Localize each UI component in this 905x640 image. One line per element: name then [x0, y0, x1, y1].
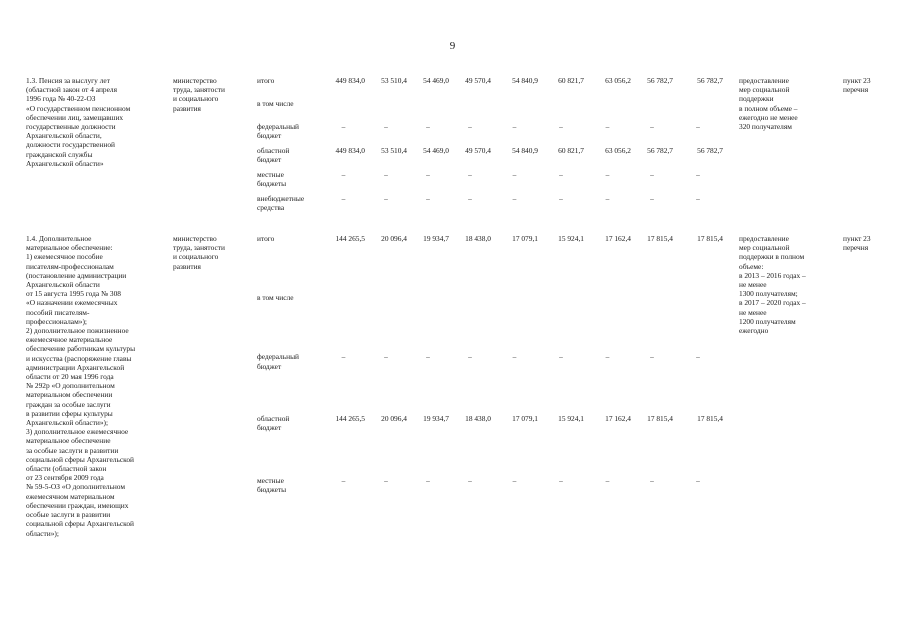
- amount-cell: –: [696, 194, 700, 203]
- expected-result-line: мер социальной: [739, 243, 790, 253]
- program-name-line: Архангельской области»);: [26, 418, 109, 428]
- program-name-line: области (областной закон: [26, 464, 107, 474]
- funding-source: [257, 76, 322, 99]
- amount-cell: –: [384, 122, 388, 131]
- reference-line: пункт 23: [843, 76, 871, 85]
- program-name-line: № 59-5-ОЗ «О дополнительном: [26, 482, 126, 492]
- funding-source: [257, 99, 322, 122]
- amount-cell: –: [650, 170, 654, 179]
- amount-cell: –: [559, 122, 563, 131]
- amount-cell: 60 821,7: [558, 146, 584, 155]
- program-name-line: должности государственной: [26, 140, 115, 150]
- amount-cell: –: [426, 170, 430, 179]
- funding-source-line: федеральный: [257, 352, 299, 362]
- funding-source-line: областной: [257, 146, 290, 155]
- amount-cell: –: [468, 122, 472, 131]
- expected-result-line: в 2017 – 2020 годах –: [739, 298, 806, 308]
- program-name-line: граждан за особые заслуги: [26, 399, 111, 409]
- amount-cell: 56 782,7: [697, 146, 723, 155]
- reference-line: перечня: [843, 85, 869, 95]
- amount-cell: 49 570,4: [465, 146, 491, 155]
- amount-cell: –: [512, 122, 517, 131]
- amount-cell: 18 438,0: [465, 234, 491, 243]
- amount-cell: [491, 293, 538, 352]
- amount-cell: 19 934,7: [423, 234, 449, 243]
- funding-source: [257, 234, 322, 293]
- program-name-line: от 23 сентября 2009 года: [26, 473, 104, 483]
- funding-source: [257, 146, 322, 170]
- amount-cell: –: [650, 194, 654, 203]
- amount-cell: 17 162,4: [605, 234, 631, 243]
- amount-cell: [407, 99, 449, 122]
- funding-source-line: бюджет: [257, 361, 282, 371]
- program-name-line: государственные должности: [26, 122, 116, 132]
- executor-line: и социального: [173, 94, 219, 104]
- program-name-line: 1.4. Дополнительное: [26, 234, 92, 243]
- executor-line: и социального: [173, 252, 219, 262]
- program-name-line: обеспечение работникам культуры: [26, 344, 136, 354]
- executor: [173, 234, 257, 538]
- page-number: 9: [449, 40, 456, 52]
- executor-line: труда, занятости: [173, 85, 225, 95]
- program-name-line: 1996 года № 40-22-ОЗ: [26, 94, 96, 104]
- program-name-line: Архангельской области»: [26, 158, 104, 168]
- amount-cell: [365, 293, 407, 352]
- program-name-line: 2) дополнительное пожизненное: [26, 326, 129, 336]
- expected-result-line: 1200 получателям: [739, 316, 796, 326]
- amount-cell: 17 815,4: [647, 414, 673, 424]
- program-name-line: социальной сферы Архангельской: [26, 454, 134, 464]
- program-name: [26, 76, 173, 218]
- amount-cell: 15 924,1: [558, 414, 584, 424]
- funding-source-line: местные: [257, 475, 284, 485]
- amount-cell: [538, 293, 584, 352]
- funding-source-line: бюджет: [257, 155, 282, 165]
- amount-cell: –: [384, 352, 388, 362]
- reference: [831, 76, 883, 218]
- program-name-line: 1) ежемесячное пособие: [26, 252, 103, 262]
- amount-cell: 17 815,4: [647, 234, 673, 243]
- amount-cell: –: [384, 194, 388, 203]
- program-name-line: Архангельской области: [26, 280, 100, 290]
- funding-source-line: итого: [257, 76, 275, 85]
- funding-source: [257, 170, 322, 194]
- program-name-line: социальной сферы Архангельской: [26, 519, 134, 529]
- amount-cell: –: [341, 194, 346, 203]
- amount-cell: –: [384, 475, 388, 485]
- amount-cell: [538, 99, 584, 122]
- program-name-line: особые заслуги в развитии: [26, 510, 111, 520]
- program-name-line: от 15 августа 1995 года № 308: [26, 289, 121, 299]
- program-name-line: профессионалам»);: [26, 316, 87, 326]
- expected-result-line: мер социальной: [739, 85, 790, 95]
- program-name-line: 3) дополнительное ежемесячное: [26, 427, 129, 437]
- executor-line: министерство: [173, 234, 217, 243]
- amount-cell: –: [426, 122, 430, 131]
- expected-result-line: 320 получателям: [739, 122, 792, 132]
- amount-cell: –: [696, 352, 700, 362]
- funding-source: [257, 194, 322, 218]
- amount-cell: –: [605, 122, 610, 131]
- amount-cell: –: [512, 170, 517, 179]
- amount-cell: –: [468, 352, 472, 362]
- funding-source-line: итого: [257, 234, 275, 243]
- amount-cell: [584, 293, 631, 352]
- amount-cell: –: [650, 475, 654, 485]
- funding-source-line: местные: [257, 170, 284, 179]
- amount-cell: –: [384, 170, 388, 179]
- program-row: [26, 76, 883, 99]
- program-name-line: ежемесячное материальное: [26, 335, 113, 345]
- program-name-line: обеспечении граждан, имеющих: [26, 500, 129, 510]
- amount-cell: –: [341, 475, 346, 485]
- amount-cell: 56 782,7: [697, 76, 723, 85]
- spacer-cell: [26, 218, 883, 234]
- amount-cell: –: [468, 194, 472, 203]
- amount-cell: [322, 99, 365, 122]
- amount-cell: –: [650, 122, 654, 131]
- amount-cell: 56 782,7: [647, 146, 673, 155]
- funding-source-line: областной: [257, 414, 290, 424]
- program-name: [26, 234, 173, 538]
- amount-cell: [631, 293, 673, 352]
- expected-result-line: в 2013 – 2016 годах –: [739, 270, 806, 280]
- program-name-line: администрации Архангельской: [26, 362, 125, 372]
- amount-cell: 53 510,4: [381, 76, 407, 85]
- amount-cell: –: [341, 122, 346, 131]
- funding-source-line: бюджет: [257, 423, 282, 433]
- amount-cell: [365, 99, 407, 122]
- expected-result-line: поддержки в полном: [739, 252, 805, 262]
- program-name-line: материальное обеспечение: [26, 436, 111, 446]
- amount-cell: –: [512, 194, 517, 203]
- program-name-line: (постановление администрации: [26, 270, 127, 280]
- executor: [173, 76, 257, 218]
- amount-cell: 56 782,7: [647, 76, 673, 85]
- funding-source: [257, 414, 322, 476]
- amount-cell: –: [559, 170, 563, 179]
- program-name-line: «О государственном пенсионном: [26, 103, 131, 113]
- amount-cell: 20 096,4: [381, 234, 407, 243]
- amount-cell: 19 934,7: [423, 414, 449, 424]
- amount-cell: [449, 99, 491, 122]
- program-name-line: области от 20 мая 1996 года: [26, 372, 114, 382]
- amount-cell: 63 056,2: [605, 76, 631, 85]
- program-name-line: 1.3. Пенсия за выслугу лет: [26, 76, 110, 85]
- program-name-line: за особые заслуги в развитии: [26, 445, 119, 455]
- executor-line: труда, занятости: [173, 243, 225, 253]
- amount-cell: –: [605, 170, 610, 179]
- financing-table: [26, 76, 883, 538]
- amount-cell: –: [650, 352, 654, 362]
- amount-cell: 54 840,9: [512, 76, 538, 85]
- amount-cell: –: [341, 352, 346, 362]
- expected-result-line: предоставление: [739, 234, 789, 243]
- reference-line: пункт 23: [843, 234, 871, 243]
- amount-cell: –: [468, 170, 472, 179]
- program-name-line: «О назначении ежемесячных: [26, 298, 118, 308]
- funding-source-line: внебюджетные: [257, 194, 305, 203]
- funding-source: [257, 476, 322, 538]
- executor-line: министерство: [173, 76, 217, 85]
- amount-cell: 144 265,5: [335, 414, 365, 424]
- amount-cell: 63 056,2: [605, 146, 631, 155]
- expected-result: [723, 76, 831, 218]
- expected-result-line: не менее: [739, 280, 767, 290]
- amount-cell: –: [512, 352, 517, 362]
- reference-line: перечня: [843, 243, 869, 253]
- amount-cell: 54 469,0: [423, 146, 449, 155]
- program-name-line: материальное обеспечение:: [26, 243, 113, 253]
- amount-cell: [673, 293, 723, 352]
- amount-cell: [491, 99, 538, 122]
- program-name-line: обеспечении лиц, замещавших: [26, 112, 124, 122]
- amount-cell: –: [605, 194, 610, 203]
- amount-cell: –: [696, 170, 700, 179]
- expected-result-line: поддержки: [739, 94, 774, 104]
- funding-source-line: бюджеты: [257, 179, 287, 189]
- amount-cell: –: [341, 170, 346, 179]
- executor-line: развития: [173, 261, 201, 271]
- amount-cell: 17 815,4: [697, 234, 723, 243]
- expected-result-line: ежегодно не менее: [739, 112, 798, 122]
- amount-cell: 17 815,4: [697, 414, 723, 424]
- amount-cell: –: [426, 475, 430, 485]
- amount-cell: 53 510,4: [381, 146, 407, 155]
- amount-cell: –: [426, 194, 430, 203]
- program-name-line: пособий писателям-: [26, 307, 90, 317]
- expected-result-line: 1300 получателям;: [739, 289, 798, 299]
- funding-source: [257, 122, 322, 146]
- amount-cell: [449, 293, 491, 352]
- amount-cell: –: [468, 475, 472, 485]
- amount-cell: [673, 99, 723, 122]
- program-name-line: писателям-профессионалам: [26, 261, 114, 271]
- program-row: [26, 234, 883, 293]
- amount-cell: –: [696, 122, 700, 131]
- amount-cell: 20 096,4: [381, 414, 407, 424]
- amount-cell: 18 438,0: [465, 414, 491, 424]
- funding-source-line: федеральный: [257, 122, 299, 131]
- expected-result-line: объеме:: [739, 261, 764, 271]
- amount-cell: 54 840,9: [512, 146, 538, 155]
- program-name-line: области»);: [26, 528, 59, 538]
- funding-source-line: в том числе: [257, 99, 294, 108]
- funding-source-line: бюджет: [257, 131, 282, 141]
- funding-source-line: в том числе: [257, 293, 294, 303]
- amount-cell: [631, 99, 673, 122]
- funding-source-line: средства: [257, 203, 285, 213]
- amount-cell: [322, 293, 365, 352]
- amount-cell: –: [559, 194, 563, 203]
- amount-cell: 17 079,1: [512, 234, 538, 243]
- amount-cell: [584, 99, 631, 122]
- amount-cell: –: [605, 475, 610, 485]
- amount-cell: 15 924,1: [558, 234, 584, 243]
- expected-result-line: в полном объеме –: [739, 103, 798, 113]
- expected-result-line: ежегодно: [739, 326, 769, 336]
- reference: [831, 234, 883, 538]
- amount-cell: 144 265,5: [335, 234, 365, 243]
- amount-cell: 17 079,1: [512, 414, 538, 424]
- program-name-line: (областной закон от 4 апреля: [26, 85, 117, 95]
- amount-cell: –: [512, 475, 517, 485]
- program-name-line: Архангельской области,: [26, 131, 102, 141]
- program-name-line: ежемесячном материальном: [26, 491, 115, 501]
- program-name-line: в развитии сферы культуры: [26, 408, 113, 418]
- funding-source: [257, 352, 322, 414]
- amount-cell: –: [696, 475, 700, 485]
- expected-result: [723, 234, 831, 538]
- funding-source: [257, 293, 322, 352]
- amount-cell: 49 570,4: [465, 76, 491, 85]
- program-name-line: и искусства (распоряжение главы: [26, 353, 132, 363]
- row-spacer: [26, 218, 883, 234]
- expected-result-line: не менее: [739, 307, 767, 317]
- amount-cell: 449 834,0: [335, 146, 365, 155]
- executor-line: развития: [173, 103, 201, 113]
- program-name-line: № 292р «О дополнительном: [26, 381, 115, 391]
- amount-cell: –: [559, 352, 563, 362]
- amount-cell: 60 821,7: [558, 76, 584, 85]
- amount-cell: 449 834,0: [335, 76, 365, 85]
- expected-result-line: предоставление: [739, 76, 789, 85]
- amount-cell: –: [426, 352, 430, 362]
- program-name-line: гражданской службы: [26, 149, 93, 159]
- program-name-line: материальном обеспечении: [26, 390, 113, 400]
- amount-cell: –: [559, 475, 563, 485]
- amount-cell: –: [605, 352, 610, 362]
- amount-cell: [407, 293, 449, 352]
- amount-cell: 54 469,0: [423, 76, 449, 85]
- funding-source-line: бюджеты: [257, 485, 287, 495]
- table-body: [26, 76, 883, 538]
- amount-cell: 17 162,4: [605, 414, 631, 424]
